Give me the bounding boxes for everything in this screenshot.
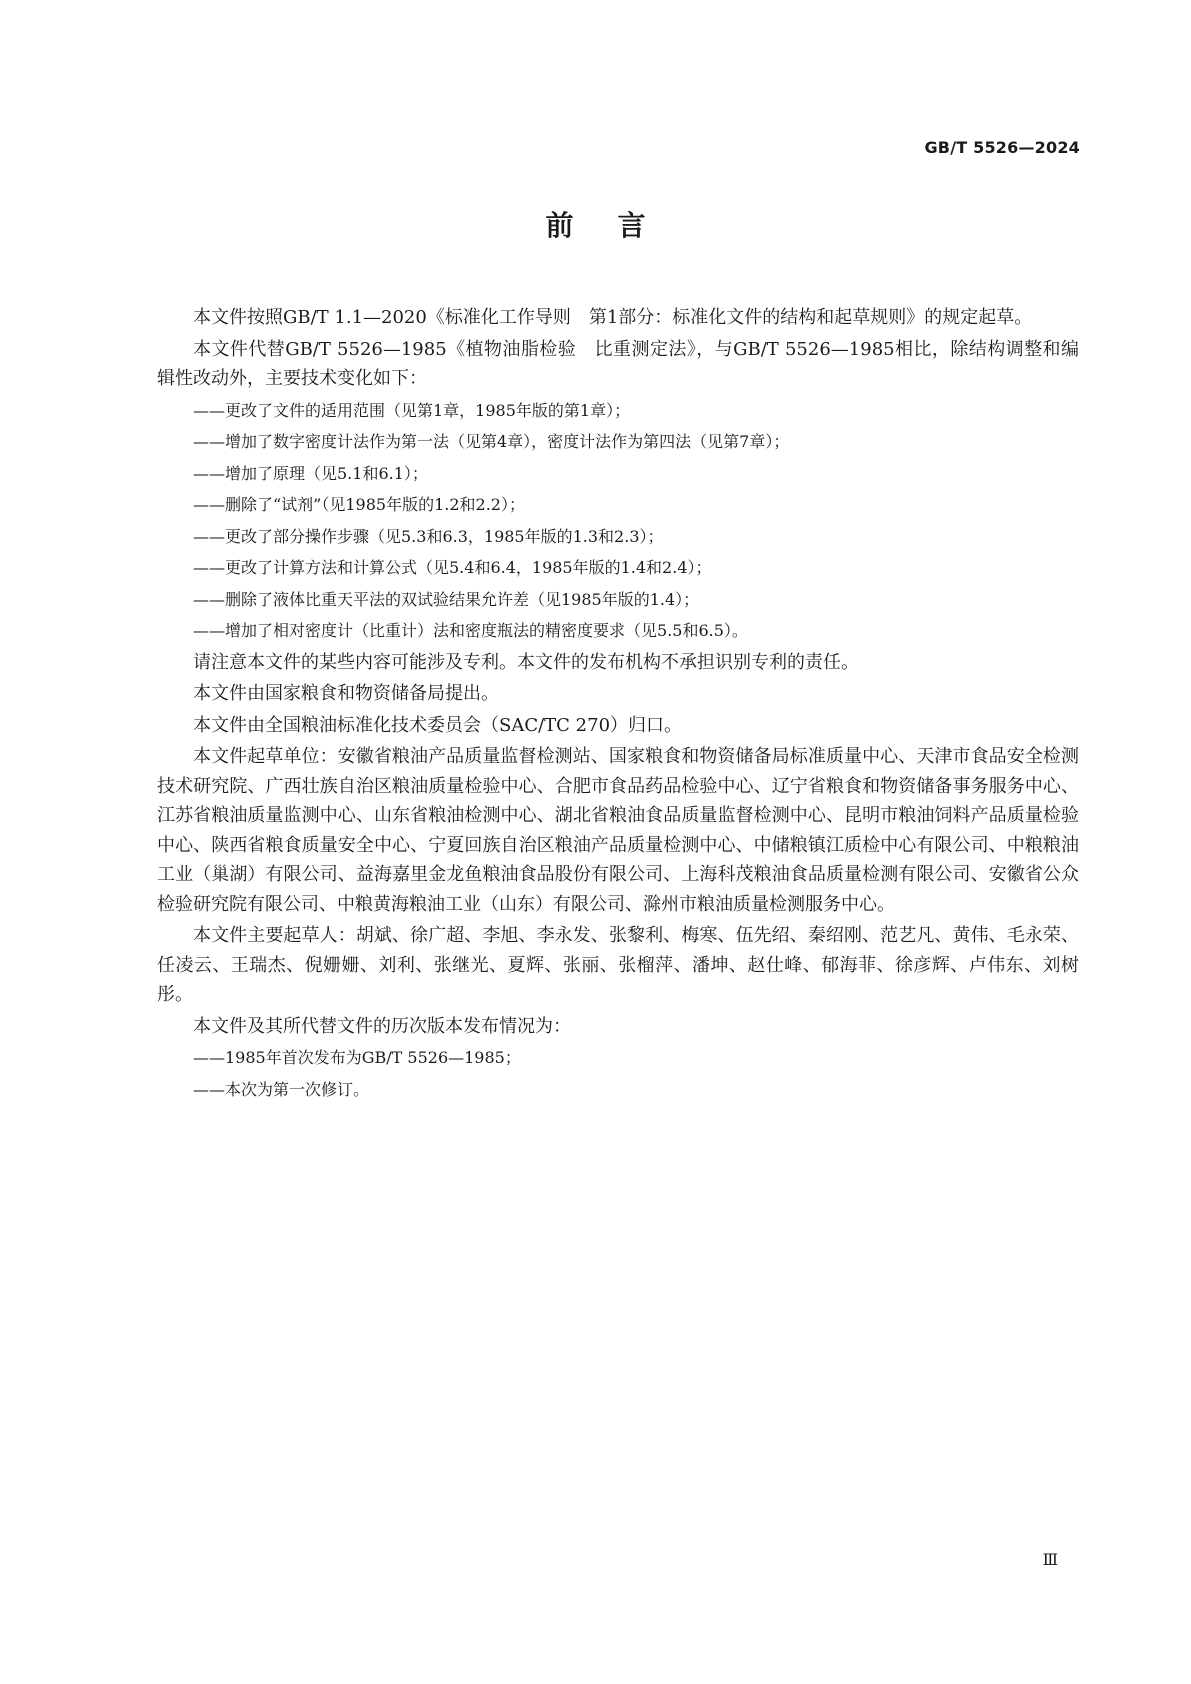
history-item: ——本次为第一次修订。 bbox=[193, 1079, 370, 1099]
change-item: ——更改了计算方法和计算公式（见5.4和6.4，1985年版的1.4和2.4）； bbox=[193, 558, 712, 577]
change-item: ——删除了“试剂”（见1985年版的1.2和2.2）； bbox=[193, 495, 525, 514]
standard-number: GB/T 5526—2024 bbox=[924, 138, 1080, 157]
change-item: ——增加了相对密度计（比重计）法和密度瓶法的精密度要求（见5.5和6.5）。 bbox=[193, 621, 748, 640]
change-item: ——增加了数字密度计法作为第一法（见第4章），密度计法作为第四法（见第7章）； bbox=[193, 432, 790, 451]
paragraph-drafters: 本文件主要起草人：胡斌、徐广超、李旭、李永发、张黎利、梅寒、伍先绍、秦绍刚、范艺凡、黄伟、毛永荣、任凌云、王瑞杰、倪姗姗、刘利、张继光、夏辉、张丽、张榴萍、潘坤、赵仕峰、郁海菲、徐彦辉、卢伟东、刘树彤。 bbox=[157, 925, 1079, 1005]
page-title: 前言 bbox=[545, 209, 690, 242]
change-item: ——增加了原理（见5.1和6.1）； bbox=[193, 463, 428, 483]
page-number: Ⅲ bbox=[1042, 1550, 1058, 1569]
document-body bbox=[157, 303, 1079, 1106]
paragraph-patent-notice: 请注意本文件的某些内容可能涉及专利。本文件的发布机构不承担识别专利的责任。 bbox=[193, 651, 859, 673]
change-item: ——更改了文件的适用范围（见第1章，1985年版的第1章）； bbox=[193, 400, 631, 420]
paragraph-drafting-units: 本文件起草单位：安徽省粮油产品质量监督检测站、国家粮食和物资储备局标准质量中心、天津市食品安全检测技术研究院、广西壮族自治区粮油质量检验中心、合肥市食品药品检验中心、辽宁省粮食和物资储备事务服务中心、江苏省粮油质量监测中心、山东省粮油检测中心、湖北省粮油食品质量监督检测中心、昆明市粮油饲料产品质量检验中心、陕西省粮食质量安全中心、宁夏回族自治区粮油产品质量检测中心、中储粮镇江质检中心有限公司、中粮粮油工业（巢湖）有限公司、益海嘉里金龙鱼粮油食品股份有限公司、上海科茂粮油食品质量检测有限公司、安徽省公众检验研究院有限公司、中粮黄海粮油工业（山东）有限公司、滁州市粮油质量检测服务中心。 bbox=[157, 746, 1079, 915]
paragraph-drafting-rules: 本文件按照GB/T 1.1—2020《标准化工作导则 第1部分：标准化文件的结构和起草规则》的规定起草。 bbox=[193, 307, 1033, 328]
paragraph-replacement: 本文件代替GB/T 5526—1985《植物油脂检验 比重测定法》，与GB/T 5526—1985相比，除结构调整和编辑性改动外，主要技术变化如下： bbox=[157, 338, 1079, 389]
paragraph-committee: 本文件由全国粮油标准化技术委员会（SAC/TC 270）归口。 bbox=[193, 714, 683, 736]
paragraph-proposer: 本文件由国家粮食和物资储备局提出。 bbox=[193, 683, 499, 704]
change-item: ——更改了部分操作步骤（见5.3和6.3，1985年版的1.3和2.3）； bbox=[193, 526, 664, 546]
change-item: ——删除了液体比重天平法的双试验结果允许差（见1985年版的1.4）； bbox=[193, 589, 700, 609]
paragraph-version-history: 本文件及其所代替文件的历次版本发布情况为： bbox=[193, 1015, 571, 1037]
history-item: ——1985年首次发布为GB/T 5526—1985； bbox=[193, 1048, 521, 1067]
